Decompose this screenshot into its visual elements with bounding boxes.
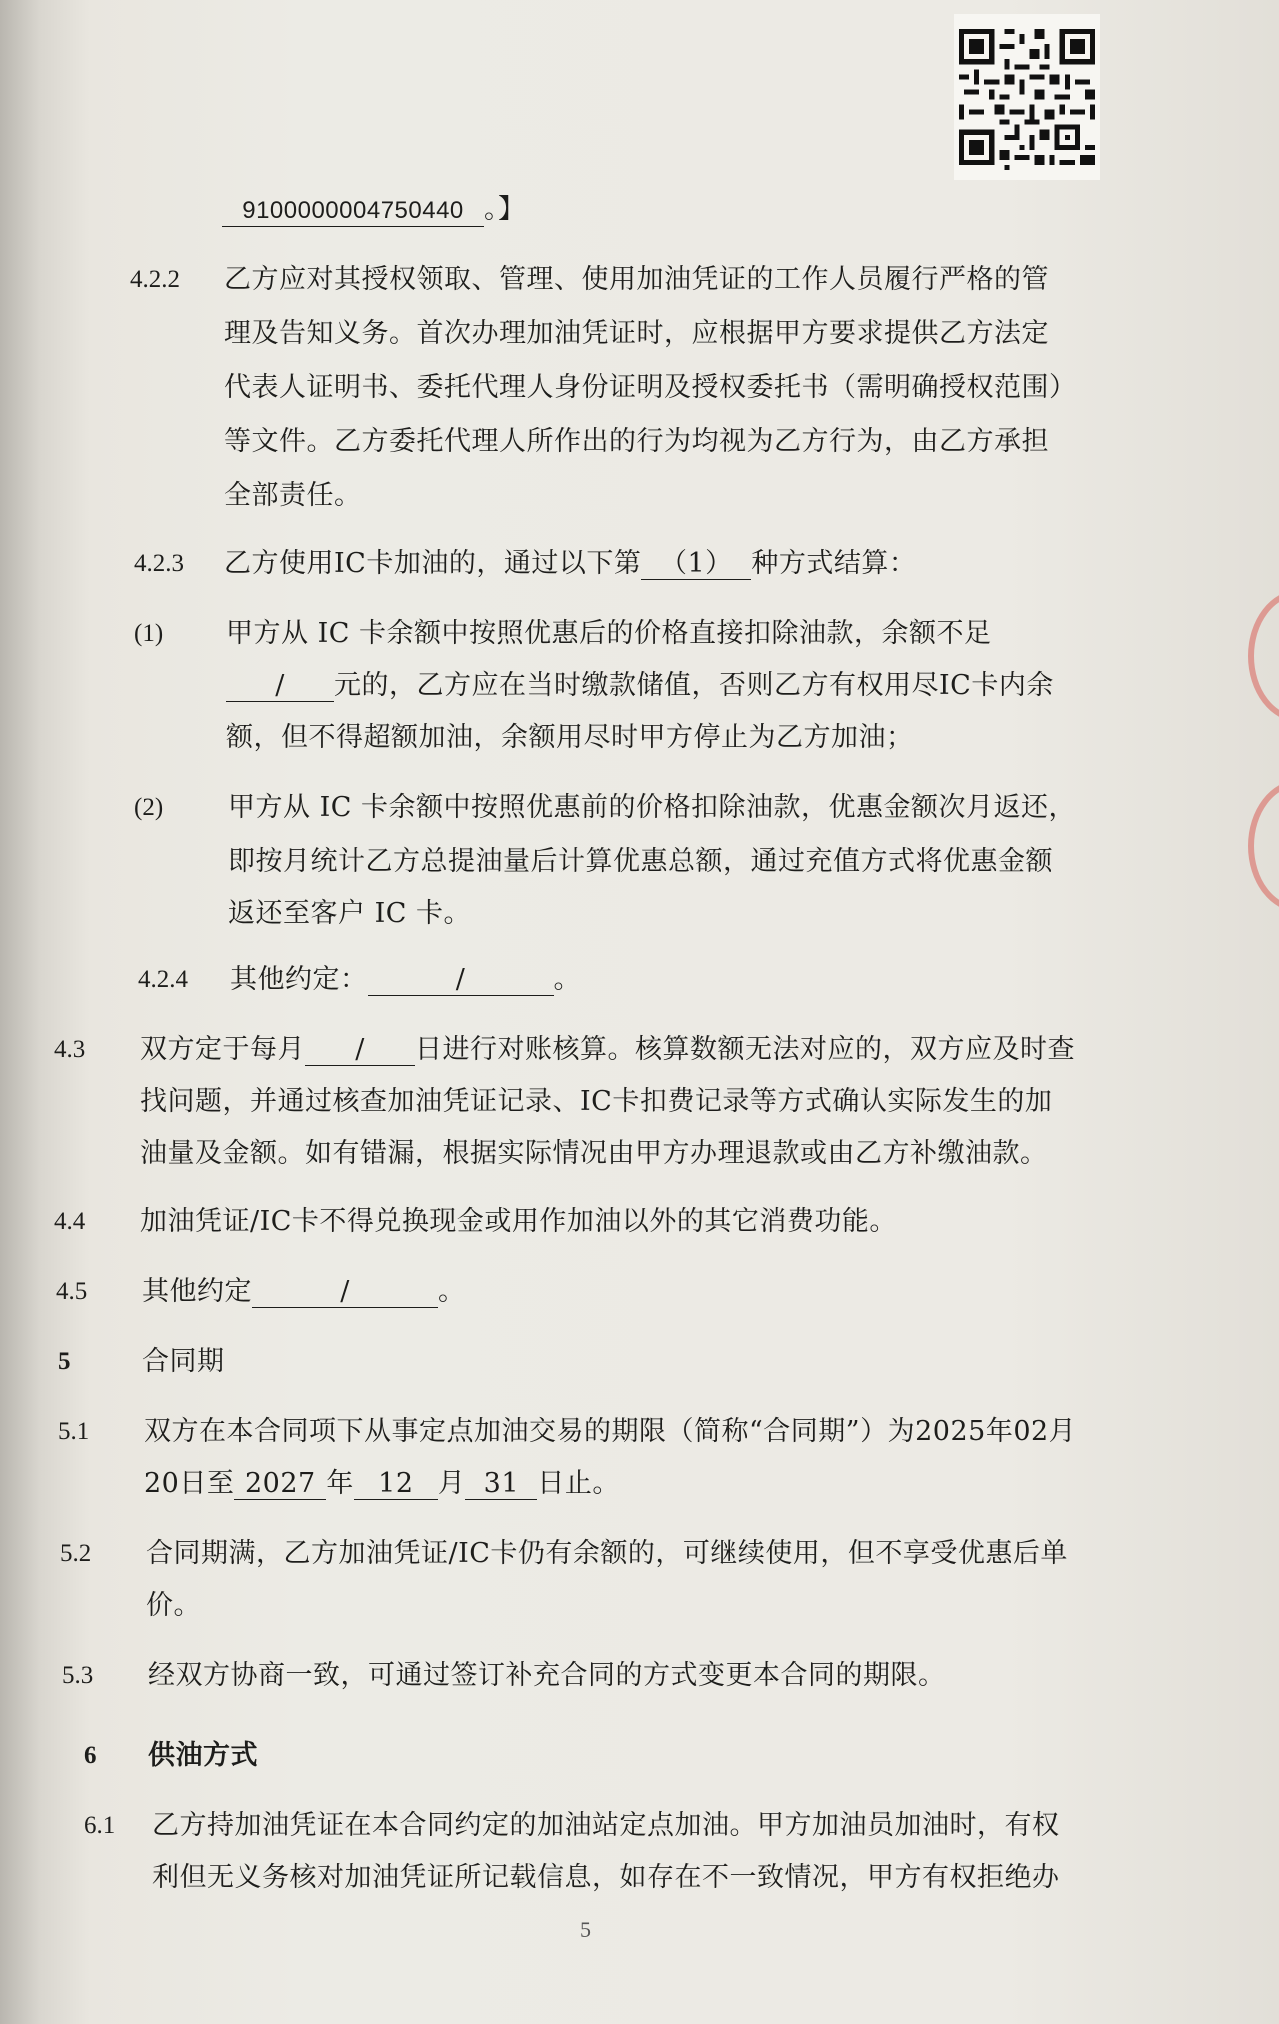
clause-4-3-line: 油量及金额。如有错漏，根据实际情况由甲方办理退款或由乙方补缴油款。 [140,1138,1048,1169]
account-id-suffix: 。】 [484,194,526,225]
option-number: (1) [134,620,164,647]
option-1-line: / 元的，乙方应在当时缴款储值，否则乙方有权用尽IC卡内余 [226,666,1054,706]
clause-number: 4.3 [54,1036,86,1063]
option-2-line: 甲方从 IC 卡余额中按照优惠前的价格扣除油款，优惠金额次月返还， [228,792,1076,823]
clause-5-1-line: 20日至 2027 年 12 月 31 日止。 [144,1468,620,1499]
clause-number: 4.2.3 [134,550,184,577]
account-id-line [222,190,526,230]
page-number: 5 [580,1917,591,1942]
reconciliation-day-blank: / [305,1035,415,1066]
clause-4-2-2-line: 全部责任。 [224,480,362,511]
clause-4-2-4-line: 其他约定： / 。 [230,964,581,995]
option-2-line: 即按月统计乙方总提油量后计算优惠总额，通过充值方式将优惠金额 [228,846,1053,877]
other-agreement-blank: / [252,1277,438,1308]
clause-4-2-3-line: 乙方使用IC卡加油的，通过以下第 （1） 种方式结算： [224,548,917,579]
end-year-blank: 2027 [234,1469,326,1500]
clause-5-2-line: 合同期满，乙方加油凭证/IC卡仍有余额的，可继续使用，但不享受优惠后单 [146,1538,1068,1569]
other-agreement-blank: / [368,965,554,996]
clause-4-3-line: 双方定于每月 / 日进行对账核算。核算数额无法对应的，双方应及时查 [140,1034,1075,1065]
clause-number: 4.4 [54,1208,86,1235]
settlement-method-blank: （1） [641,549,751,580]
clause-number: 4.2.4 [138,966,188,993]
clause-5-1-line: 双方在本合同项下从事定点加油交易的期限（简称“合同期”）为2025年02月 [144,1416,1077,1447]
clause-number: 5.3 [62,1662,94,1689]
clause-6-1-line: 乙方持加油凭证在本合同约定的加油站定点加油。甲方加油员加油时，有权 [152,1810,1060,1841]
clause-number: 5.1 [58,1418,90,1445]
option-1-line: 甲方从 IC 卡余额中按照优惠后的价格直接扣除油款，余额不足 [226,618,992,649]
option-1-line: 额，但不得超额加油，余额用尽时甲方停止为乙方加油； [226,722,914,753]
option-number: (2) [134,794,164,821]
clause-4-4-line: 加油凭证/IC卡不得兑换现金或用作加油以外的其它消费功能。 [140,1206,897,1237]
clause-4-3-line: 找问题，并通过核查加油凭证记录、IC卡扣费记录等方式确认实际发生的加 [140,1086,1053,1117]
section-number: 6 [84,1742,97,1769]
section-title: 供油方式 [148,1740,258,1771]
clause-number: 4.5 [56,1278,88,1305]
red-seal-fragment [1248,780,1279,912]
red-seal-fragment [1248,590,1279,722]
clause-4-2-2-line: 代表人证明书、委托代理人身份证明及授权委托书（需明确授权范围） [224,372,1077,403]
qr-code [954,14,1100,180]
clause-number: 4.2.2 [130,266,180,293]
clause-4-2-2-line: 理及告知义务。首次办理加油凭证时，应根据甲方要求提供乙方法定 [224,318,1049,349]
clause-5-2-line: 价。 [146,1590,201,1621]
end-day-blank: 31 [465,1469,537,1500]
clause-4-2-2-line: 乙方应对其授权领取、管理、使用加油凭证的工作人员履行严格的管 [224,264,1049,295]
clause-number: 6.1 [84,1812,116,1839]
clause-4-5-line: 其他约定 / 。 [142,1276,466,1307]
section-title: 合同期 [142,1346,225,1377]
clause-4-2-2-line: 等文件。乙方委托代理人所作出的行为均视为乙方行为，由乙方承担 [224,426,1049,457]
end-month-blank: 12 [354,1469,438,1500]
balance-threshold-blank: / [226,671,334,702]
clause-6-1-line: 利但无义务核对加油凭证所记载信息，如存在不一致情况，甲方有权拒绝办 [152,1862,1060,1893]
clause-5-3-line: 经双方协商一致，可通过签订补充合同的方式变更本合同的期限。 [148,1660,946,1691]
clause-number: 5.2 [60,1540,92,1567]
section-number: 5 [58,1348,71,1375]
option-2-line: 返还至客户 IC 卡。 [228,898,471,929]
account-id-value: 9100000004750440 [222,196,484,227]
